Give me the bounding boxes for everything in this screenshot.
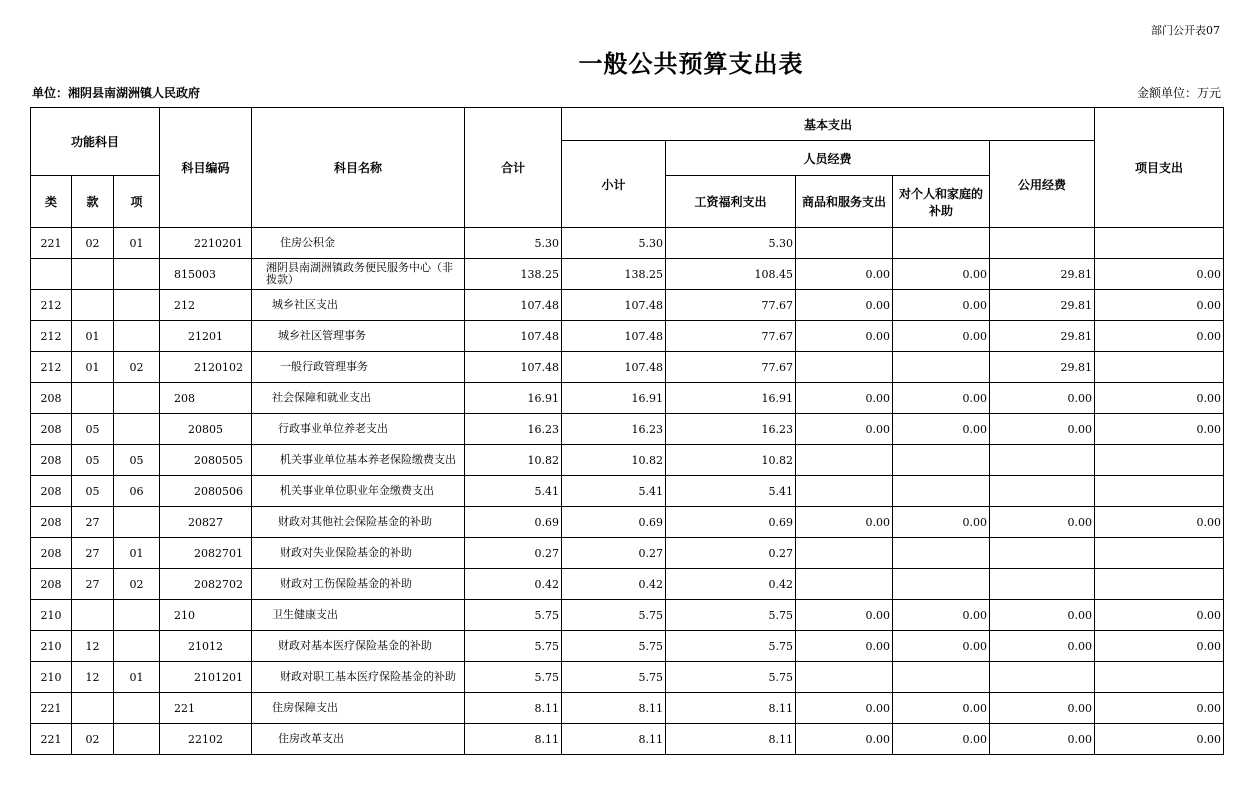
cell-lei: 208 xyxy=(31,569,72,600)
cell-goods xyxy=(796,228,893,259)
cell-public: 0.00 xyxy=(990,600,1095,631)
cell-lei: 212 xyxy=(31,290,72,321)
cell-public xyxy=(990,569,1095,600)
cell-public xyxy=(990,445,1095,476)
cell-xiang xyxy=(114,600,160,631)
cell-goods: 0.00 xyxy=(796,321,893,352)
cell-goods: 0.00 xyxy=(796,631,893,662)
cell-wages: 108.45 xyxy=(666,259,796,290)
cell-wages: 77.67 xyxy=(666,352,796,383)
cell-name: 机关事业单位基本养老保险缴费支出 xyxy=(252,445,465,476)
cell-wages: 8.11 xyxy=(666,693,796,724)
cell-subtotal: 0.42 xyxy=(562,569,666,600)
cell-goods: 0.00 xyxy=(796,600,893,631)
cell-project: 0.00 xyxy=(1095,631,1224,662)
cell-wages: 5.30 xyxy=(666,228,796,259)
table-row xyxy=(31,693,1224,724)
cell-lei: 208 xyxy=(31,445,72,476)
cell-public xyxy=(990,228,1095,259)
cell-xiang xyxy=(114,259,160,290)
form-tag: 部门公开表07 xyxy=(1151,24,1220,37)
cell-name: 行政事业单位养老支出 xyxy=(252,414,465,445)
cell-code: 210 xyxy=(160,600,252,631)
cell-lei: 208 xyxy=(31,414,72,445)
header-basic: 基本支出 xyxy=(562,108,1095,141)
cell-public: 29.81 xyxy=(990,290,1095,321)
cell-total: 0.27 xyxy=(465,538,562,569)
cell-lei: 208 xyxy=(31,383,72,414)
cell-code: 221 xyxy=(160,693,252,724)
cell-code: 20805 xyxy=(160,414,252,445)
cell-subtotal: 5.30 xyxy=(562,228,666,259)
cell-subtotal: 5.75 xyxy=(562,631,666,662)
cell-kuan: 27 xyxy=(72,538,114,569)
cell-xiang xyxy=(114,321,160,352)
cell-subsidy: 0.00 xyxy=(893,693,990,724)
cell-name: 财政对其他社会保险基金的补助 xyxy=(252,507,465,538)
header-xiang: 项 xyxy=(114,176,160,228)
cell-subsidy: 0.00 xyxy=(893,414,990,445)
cell-subsidy: 0.00 xyxy=(893,321,990,352)
cell-subtotal: 10.82 xyxy=(562,445,666,476)
cell-lei xyxy=(31,259,72,290)
cell-subsidy xyxy=(893,538,990,569)
cell-code: 2080505 xyxy=(160,445,252,476)
cell-kuan xyxy=(72,259,114,290)
cell-code: 2120102 xyxy=(160,352,252,383)
cell-total: 138.25 xyxy=(465,259,562,290)
table-row xyxy=(31,538,1224,569)
cell-total: 5.30 xyxy=(465,228,562,259)
cell-code: 208 xyxy=(160,383,252,414)
cell-goods xyxy=(796,445,893,476)
page-title: 一般公共预算支出表 xyxy=(578,49,804,78)
cell-subtotal: 0.69 xyxy=(562,507,666,538)
cell-project: 0.00 xyxy=(1095,290,1224,321)
cell-code: 2210201 xyxy=(160,228,252,259)
budget-table xyxy=(30,107,1224,755)
cell-total: 16.23 xyxy=(465,414,562,445)
cell-kuan: 27 xyxy=(72,569,114,600)
header-lei: 类 xyxy=(31,176,72,228)
cell-lei: 221 xyxy=(31,228,72,259)
header-code: 科目编码 xyxy=(160,108,252,228)
cell-project: 0.00 xyxy=(1095,414,1224,445)
cell-xiang: 01 xyxy=(114,538,160,569)
cell-goods xyxy=(796,662,893,693)
cell-kuan: 12 xyxy=(72,631,114,662)
cell-kuan: 27 xyxy=(72,507,114,538)
cell-public: 0.00 xyxy=(990,724,1095,755)
cell-name: 湘阴县南湖洲镇政务便民服务中心（非拨款） xyxy=(252,259,465,290)
cell-name: 财政对基本医疗保险基金的补助 xyxy=(252,631,465,662)
cell-name: 社会保障和就业支出 xyxy=(252,383,465,414)
cell-project: 0.00 xyxy=(1095,259,1224,290)
header-project: 项目支出 xyxy=(1095,108,1224,228)
cell-kuan xyxy=(72,383,114,414)
cell-name: 机关事业单位职业年金缴费支出 xyxy=(252,476,465,507)
cell-subsidy xyxy=(893,476,990,507)
cell-subsidy: 0.00 xyxy=(893,259,990,290)
cell-lei: 210 xyxy=(31,600,72,631)
unit-label: 单位：湘阴县南湖洲镇人民政府 xyxy=(32,86,201,100)
table-row xyxy=(31,445,1224,476)
cell-project xyxy=(1095,476,1224,507)
cell-public: 29.81 xyxy=(990,321,1095,352)
cell-wages: 5.75 xyxy=(666,600,796,631)
header-kuan: 款 xyxy=(72,176,114,228)
cell-wages: 8.11 xyxy=(666,724,796,755)
cell-lei: 210 xyxy=(31,662,72,693)
cell-total: 5.75 xyxy=(465,631,562,662)
cell-public: 29.81 xyxy=(990,352,1095,383)
cell-wages: 5.41 xyxy=(666,476,796,507)
cell-project xyxy=(1095,445,1224,476)
cell-wages: 16.23 xyxy=(666,414,796,445)
cell-wages: 5.75 xyxy=(666,631,796,662)
cell-name: 财政对职工基本医疗保险基金的补助 xyxy=(252,662,465,693)
cell-goods: 0.00 xyxy=(796,290,893,321)
cell-code: 21201 xyxy=(160,321,252,352)
table-row xyxy=(31,631,1224,662)
cell-subsidy: 0.00 xyxy=(893,383,990,414)
table-row xyxy=(31,290,1224,321)
cell-kuan xyxy=(72,693,114,724)
cell-subtotal: 107.48 xyxy=(562,321,666,352)
cell-kuan: 05 xyxy=(72,414,114,445)
header-name: 科目名称 xyxy=(252,108,465,228)
header-personnel: 人员经费 xyxy=(666,141,990,176)
cell-xiang: 01 xyxy=(114,662,160,693)
cell-name: 城乡社区管理事务 xyxy=(252,321,465,352)
cell-kuan: 01 xyxy=(72,321,114,352)
header-goods: 商品和服务支出 xyxy=(796,176,893,228)
money-unit-label: 金额单位：万元 xyxy=(1136,86,1221,100)
cell-code: 21012 xyxy=(160,631,252,662)
cell-name: 财政对工伤保险基金的补助 xyxy=(252,569,465,600)
cell-goods: 0.00 xyxy=(796,383,893,414)
cell-public xyxy=(990,476,1095,507)
cell-goods xyxy=(796,538,893,569)
cell-project: 0.00 xyxy=(1095,507,1224,538)
cell-public: 0.00 xyxy=(990,693,1095,724)
cell-total: 107.48 xyxy=(465,352,562,383)
cell-lei: 208 xyxy=(31,476,72,507)
cell-lei: 212 xyxy=(31,321,72,352)
cell-wages: 77.67 xyxy=(666,290,796,321)
cell-kuan: 02 xyxy=(72,228,114,259)
cell-total: 16.91 xyxy=(465,383,562,414)
cell-code: 20827 xyxy=(160,507,252,538)
cell-public xyxy=(990,662,1095,693)
table-row xyxy=(31,414,1224,445)
cell-xiang xyxy=(114,724,160,755)
cell-code: 22102 xyxy=(160,724,252,755)
cell-project xyxy=(1095,569,1224,600)
cell-xiang: 06 xyxy=(114,476,160,507)
cell-name: 财政对失业保险基金的补助 xyxy=(252,538,465,569)
cell-goods: 0.00 xyxy=(796,693,893,724)
cell-goods: 0.00 xyxy=(796,507,893,538)
cell-xiang: 01 xyxy=(114,228,160,259)
cell-goods: 0.00 xyxy=(796,724,893,755)
cell-total: 0.69 xyxy=(465,507,562,538)
cell-wages: 0.42 xyxy=(666,569,796,600)
cell-kuan: 12 xyxy=(72,662,114,693)
cell-total: 107.48 xyxy=(465,290,562,321)
header-subtotal: 小计 xyxy=(562,141,666,228)
cell-kuan xyxy=(72,600,114,631)
cell-total: 5.75 xyxy=(465,600,562,631)
cell-project: 0.00 xyxy=(1095,724,1224,755)
cell-kuan xyxy=(72,290,114,321)
cell-project: 0.00 xyxy=(1095,383,1224,414)
cell-xiang: 02 xyxy=(114,569,160,600)
cell-kuan: 05 xyxy=(72,445,114,476)
table-row xyxy=(31,662,1224,693)
cell-wages: 0.27 xyxy=(666,538,796,569)
cell-code: 815003 xyxy=(160,259,252,290)
table-body xyxy=(31,228,1224,755)
cell-goods xyxy=(796,352,893,383)
cell-wages: 10.82 xyxy=(666,445,796,476)
cell-xiang xyxy=(114,507,160,538)
header-total: 合计 xyxy=(465,108,562,228)
cell-subtotal: 16.91 xyxy=(562,383,666,414)
cell-project: 0.00 xyxy=(1095,600,1224,631)
cell-subtotal: 8.11 xyxy=(562,724,666,755)
cell-subtotal: 5.75 xyxy=(562,600,666,631)
table-row xyxy=(31,724,1224,755)
cell-xiang: 02 xyxy=(114,352,160,383)
cell-name: 卫生健康支出 xyxy=(252,600,465,631)
cell-project: 0.00 xyxy=(1095,693,1224,724)
cell-lei: 208 xyxy=(31,538,72,569)
cell-subtotal: 107.48 xyxy=(562,352,666,383)
cell-name: 住房保障支出 xyxy=(252,693,465,724)
table-row xyxy=(31,321,1224,352)
cell-name: 一般行政管理事务 xyxy=(252,352,465,383)
cell-lei: 210 xyxy=(31,631,72,662)
cell-subtotal: 16.23 xyxy=(562,414,666,445)
cell-kuan: 05 xyxy=(72,476,114,507)
cell-subtotal: 138.25 xyxy=(562,259,666,290)
cell-public: 29.81 xyxy=(990,259,1095,290)
cell-wages: 16.91 xyxy=(666,383,796,414)
cell-total: 8.11 xyxy=(465,693,562,724)
table-row xyxy=(31,569,1224,600)
header-functional: 功能科目 xyxy=(31,108,160,176)
cell-name: 住房改革支出 xyxy=(252,724,465,755)
cell-public: 0.00 xyxy=(990,383,1095,414)
cell-subsidy xyxy=(893,569,990,600)
cell-goods: 0.00 xyxy=(796,414,893,445)
cell-public xyxy=(990,538,1095,569)
cell-xiang xyxy=(114,290,160,321)
cell-total: 10.82 xyxy=(465,445,562,476)
table-row xyxy=(31,507,1224,538)
cell-xiang xyxy=(114,414,160,445)
cell-lei: 221 xyxy=(31,693,72,724)
cell-public: 0.00 xyxy=(990,507,1095,538)
cell-subsidy xyxy=(893,352,990,383)
cell-xiang xyxy=(114,631,160,662)
cell-project xyxy=(1095,662,1224,693)
cell-subsidy: 0.00 xyxy=(893,724,990,755)
cell-lei: 208 xyxy=(31,507,72,538)
cell-wages: 0.69 xyxy=(666,507,796,538)
cell-subsidy xyxy=(893,662,990,693)
cell-subsidy xyxy=(893,445,990,476)
cell-project xyxy=(1095,352,1224,383)
cell-project: 0.00 xyxy=(1095,321,1224,352)
cell-kuan: 01 xyxy=(72,352,114,383)
cell-subsidy: 0.00 xyxy=(893,290,990,321)
cell-xiang: 05 xyxy=(114,445,160,476)
cell-kuan: 02 xyxy=(72,724,114,755)
table-row xyxy=(31,352,1224,383)
cell-project xyxy=(1095,228,1224,259)
cell-total: 5.75 xyxy=(465,662,562,693)
cell-subtotal: 8.11 xyxy=(562,693,666,724)
table-row xyxy=(31,259,1224,290)
cell-subtotal: 107.48 xyxy=(562,290,666,321)
cell-subtotal: 5.75 xyxy=(562,662,666,693)
cell-lei: 212 xyxy=(31,352,72,383)
cell-xiang xyxy=(114,693,160,724)
cell-code: 212 xyxy=(160,290,252,321)
cell-wages: 77.67 xyxy=(666,321,796,352)
cell-subsidy: 0.00 xyxy=(893,600,990,631)
cell-project xyxy=(1095,538,1224,569)
cell-public: 0.00 xyxy=(990,631,1095,662)
cell-xiang xyxy=(114,383,160,414)
table-header xyxy=(31,108,1224,228)
cell-goods xyxy=(796,569,893,600)
cell-name: 住房公积金 xyxy=(252,228,465,259)
cell-total: 8.11 xyxy=(465,724,562,755)
cell-name: 城乡社区支出 xyxy=(252,290,465,321)
cell-goods: 0.00 xyxy=(796,259,893,290)
cell-wages: 5.75 xyxy=(666,662,796,693)
cell-total: 5.41 xyxy=(465,476,562,507)
header-public: 公用经费 xyxy=(990,141,1095,228)
table-row xyxy=(31,383,1224,414)
cell-code: 2101201 xyxy=(160,662,252,693)
cell-subsidy: 0.00 xyxy=(893,507,990,538)
table-row xyxy=(31,476,1224,507)
cell-code: 2082701 xyxy=(160,538,252,569)
cell-lei: 221 xyxy=(31,724,72,755)
cell-code: 2082702 xyxy=(160,569,252,600)
cell-code: 2080506 xyxy=(160,476,252,507)
table-row xyxy=(31,228,1224,259)
cell-subtotal: 5.41 xyxy=(562,476,666,507)
cell-goods xyxy=(796,476,893,507)
cell-subsidy: 0.00 xyxy=(893,631,990,662)
table-row xyxy=(31,600,1224,631)
cell-subtotal: 0.27 xyxy=(562,538,666,569)
cell-total: 0.42 xyxy=(465,569,562,600)
header-wages: 工资福利支出 xyxy=(666,176,796,228)
cell-public: 0.00 xyxy=(990,414,1095,445)
cell-subsidy xyxy=(893,228,990,259)
cell-total: 107.48 xyxy=(465,321,562,352)
header-subsidy: 对个人和家庭的补助 xyxy=(893,176,990,228)
